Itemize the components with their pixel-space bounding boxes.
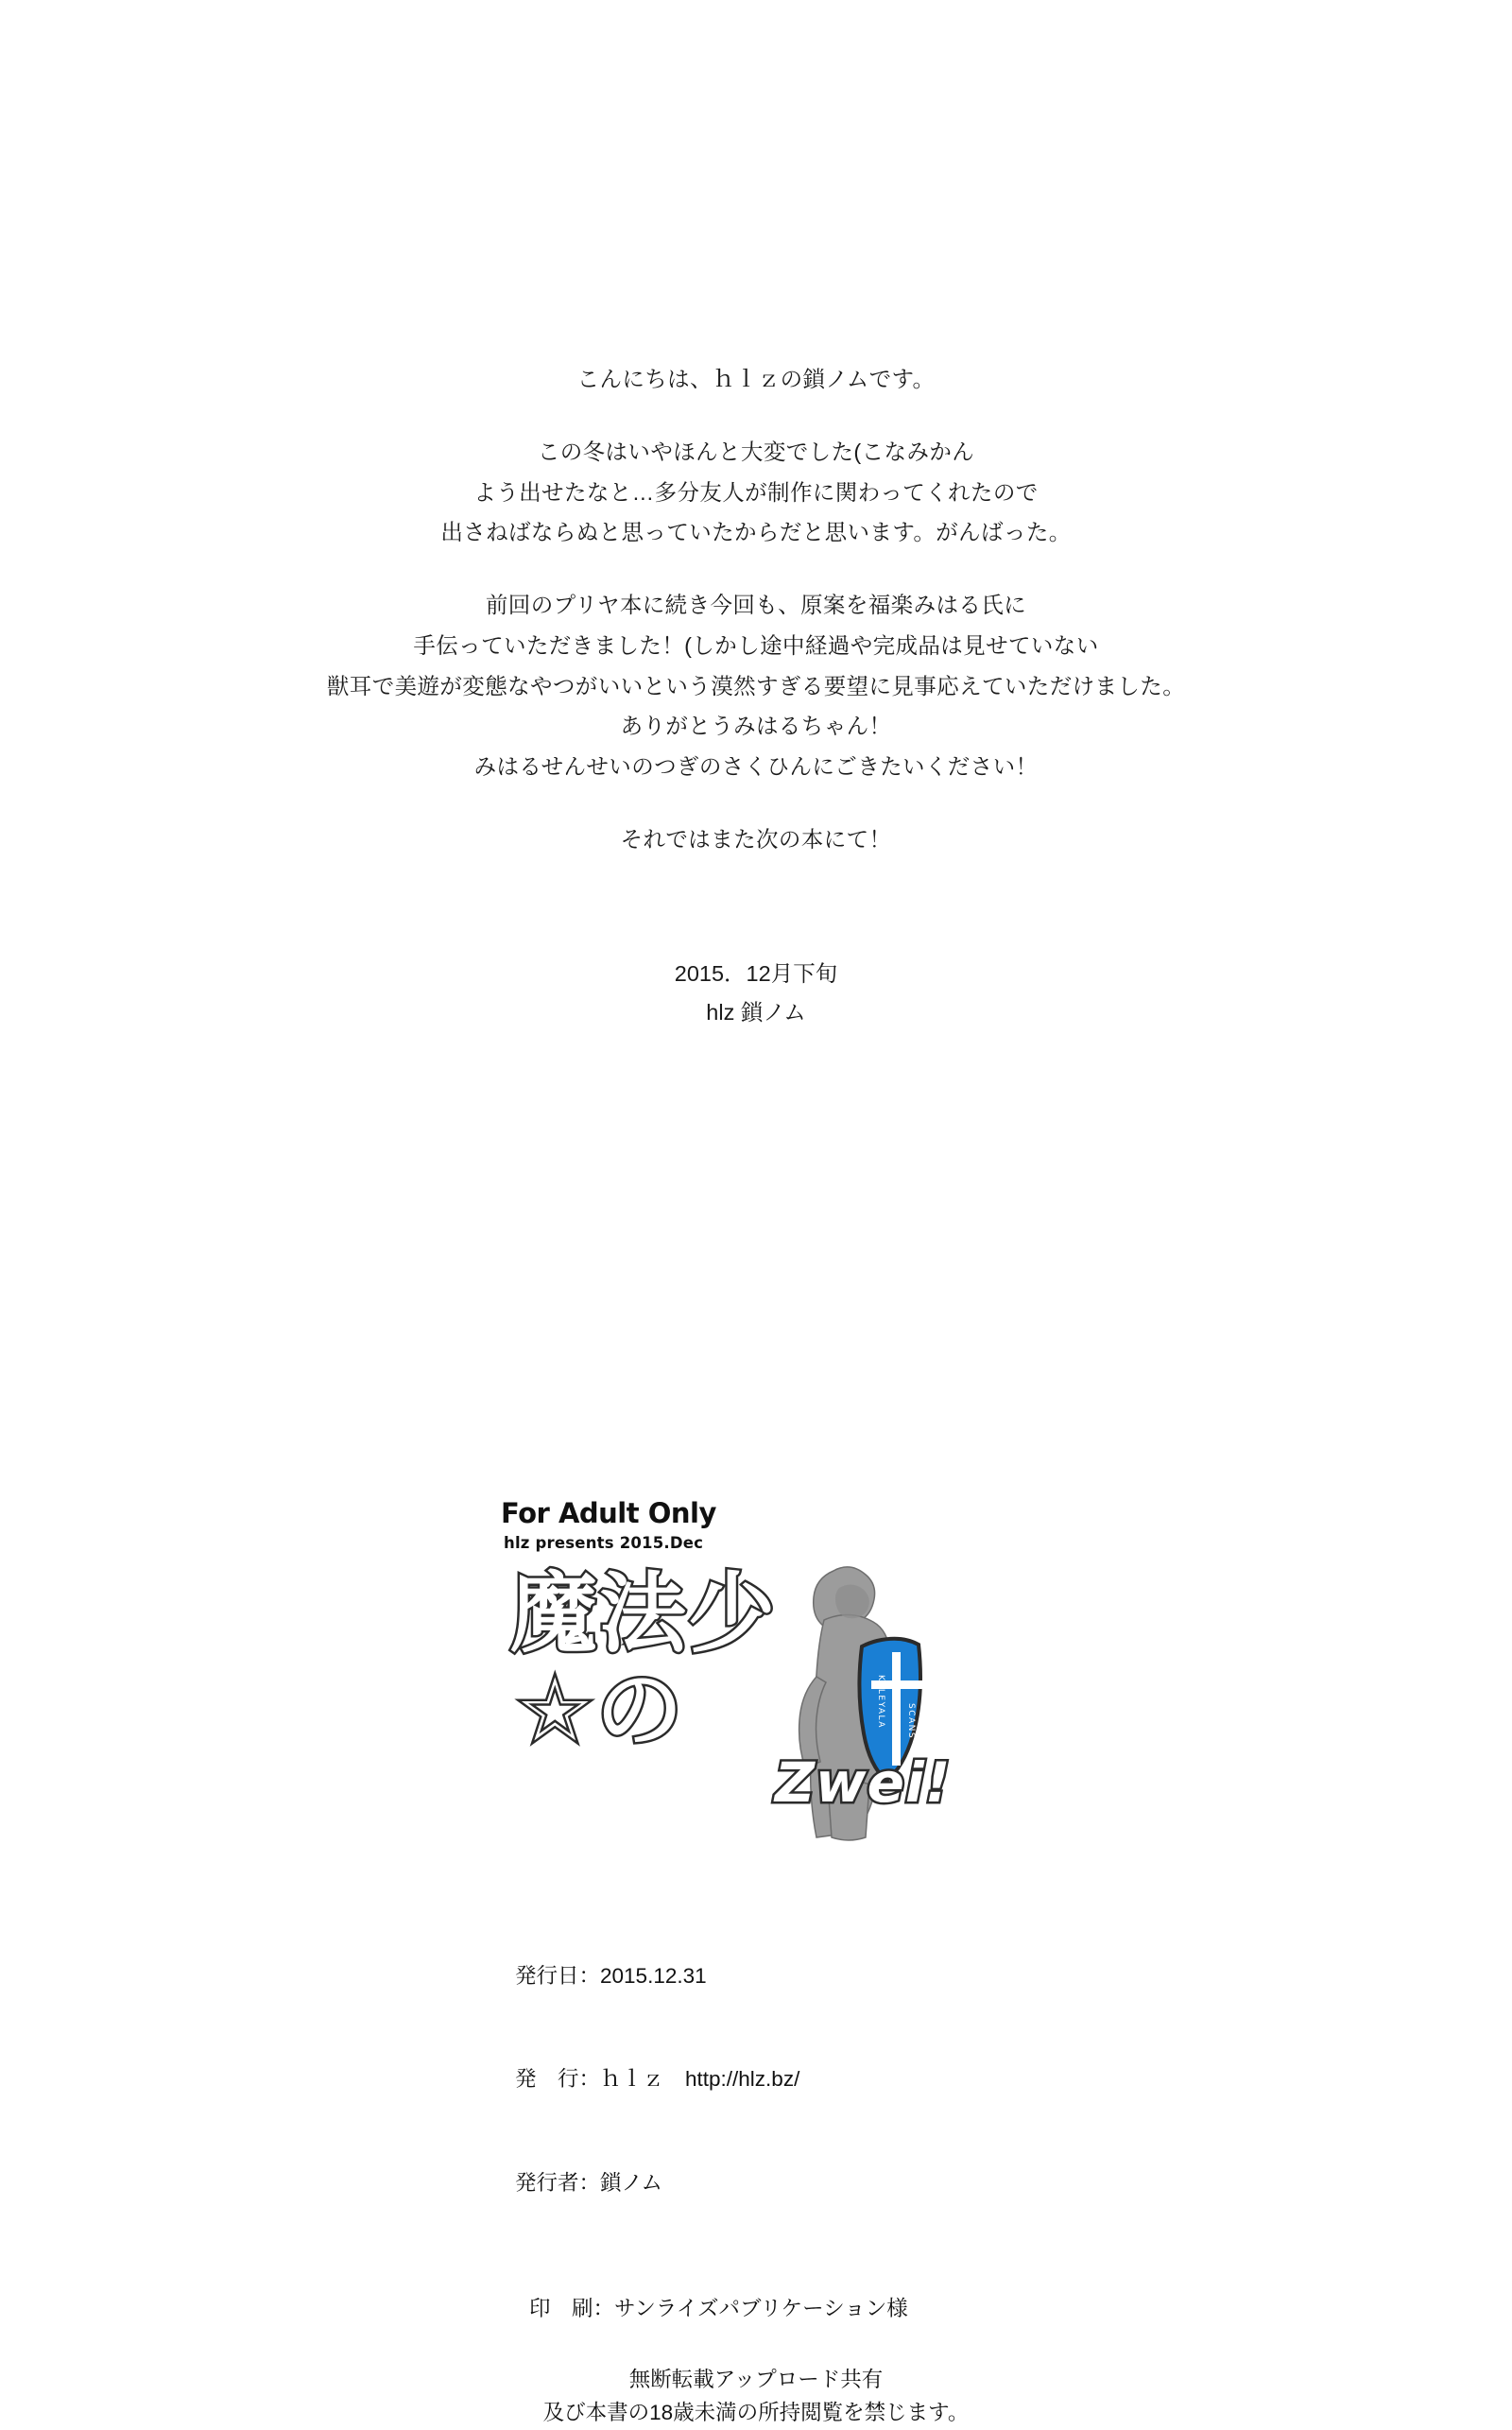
colophon-author-label: 発行者： (515, 2170, 601, 2195)
afterword-paragraph (0, 359, 1512, 400)
afterword-paragraph (0, 819, 1512, 860)
colophon-publisher-value: ｈｌｚ http://hlz.bz/ (600, 2067, 800, 2092)
colophon-date-value: 2015.12.31 (600, 1963, 707, 1988)
afterword-paragraph (0, 432, 1512, 553)
colophon-printer-label: 印 刷： (529, 2296, 615, 2320)
afterword-line: みはるせんせいのつぎのさくひんにごきたいください！ (473, 754, 1039, 780)
title-zwei: Zwei! (775, 1750, 952, 1815)
colophon-row-author (515, 2166, 1512, 2200)
afterword-text (0, 359, 1512, 892)
colophon-date-label: 発行日： (515, 1963, 601, 1988)
afterword-line: それではまた次の本にて！ (620, 826, 892, 852)
colophon (0, 1890, 1512, 2430)
afterword-paragraph (0, 585, 1512, 787)
legal-notice-line: 及び本書の18歳未満の所持閲覧を禁じます。 (542, 2400, 970, 2424)
afterword-line: 前回のプリヤ本に続き今回も、原案を福楽みはる氏に (485, 593, 1027, 618)
signature-name: hlz 鎖ノム (706, 1000, 806, 1025)
signature-date: 2015．12月下旬 (674, 961, 838, 986)
adult-only-label: For Adult Only (501, 1497, 716, 1529)
legal-notice (0, 2364, 1512, 2430)
afterword-line: 出さねばならぬと思っていたからだと思います。がんばった。 (440, 520, 1072, 545)
colophon-publisher-label: 発 行： (515, 2067, 601, 2092)
presents-label: hlz presents 2015.Dec (504, 1534, 704, 1552)
afterword-line: ありがとうみはるちゃん！ (620, 714, 892, 739)
title-line-1: 魔法少 (510, 1563, 778, 1664)
colophon-details (515, 1890, 1512, 2269)
afterword-line: 獣耳で美遊が変態なやつがいいという漠然すぎる要望に見事応えていただけました。 (326, 673, 1186, 698)
colophon-author-value: 鎖ノム (600, 2170, 662, 2195)
afterword-line: よう出せたなと…多分友人が制作に関わってくれたので (473, 479, 1039, 505)
colophon-printer-value: サンライズパブリケーション様 (614, 2296, 908, 2320)
afterword-line: 手伝っていただきました！(しかし途中経過や完成品は見せていない (413, 632, 1099, 658)
colophon-row-date (515, 1959, 1512, 1993)
afterword-signature (0, 955, 1512, 1032)
title-logo (491, 1561, 1021, 1845)
svg-text:SCANS: SCANS (906, 1703, 916, 1740)
colophon-row-printer (529, 2292, 1512, 2322)
colophon-row-publisher (515, 2062, 1512, 2096)
colophon-logo-art (0, 1474, 1512, 1871)
svg-text:KALEYALA: KALEYALA (876, 1675, 885, 1729)
title-line-2: ☆の (516, 1660, 685, 1761)
afterword-line: この冬はいやほんと大変でした(こなみかん (537, 439, 975, 464)
legal-notice-line: 無断転載アップロード共有 (628, 2367, 884, 2391)
afterword-line: こんにちは、ｈｌｚの鎖ノムです。 (576, 367, 936, 391)
